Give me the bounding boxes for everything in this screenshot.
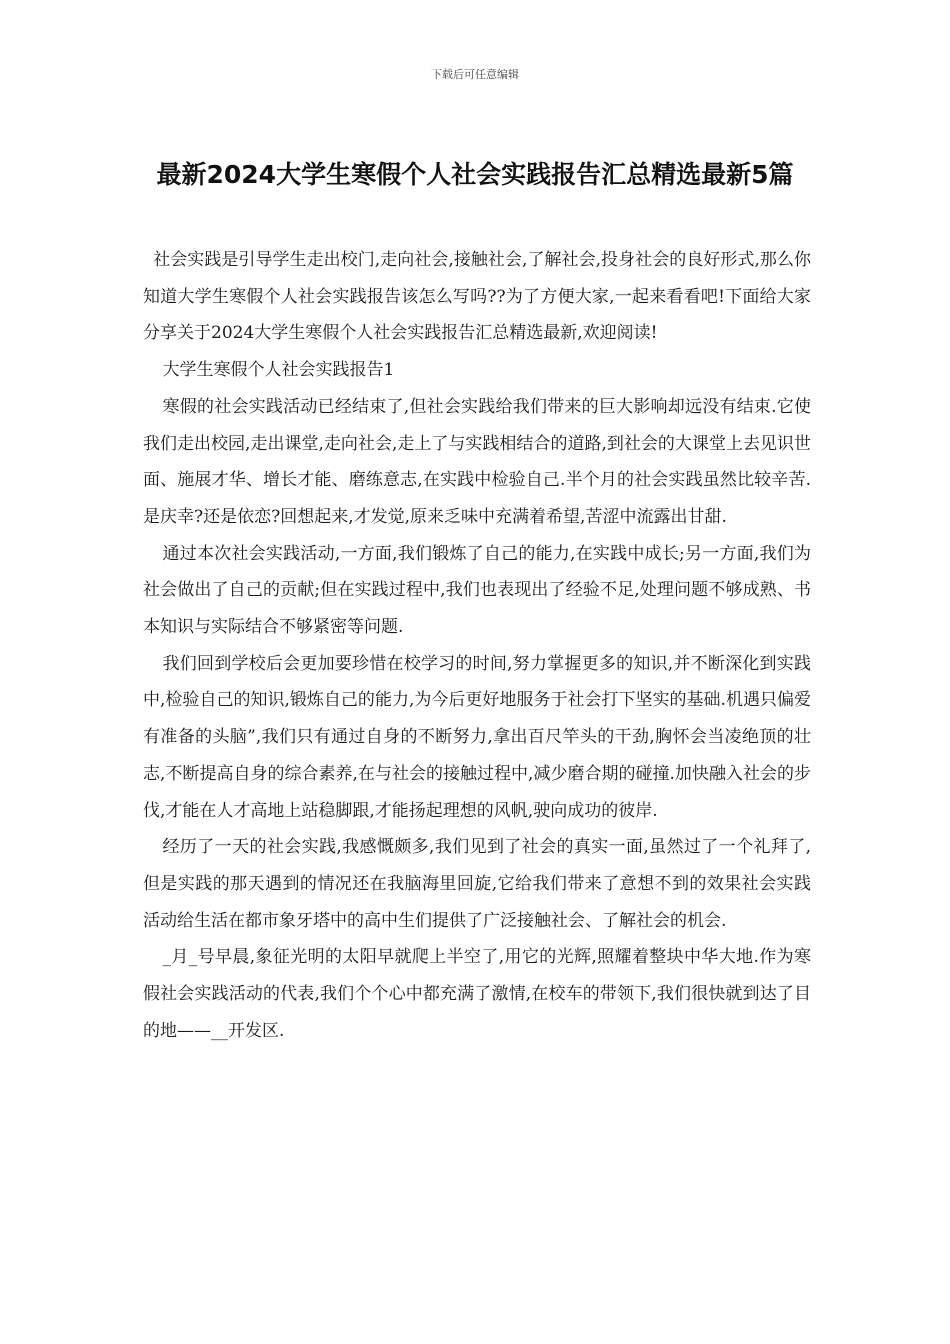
- body-paragraph: 通过本次社会实践活动,一方面,我们锻炼了自己的能力,在实践中成长;另一方面,我们为社会做出了自己的贡献;但在实践过程中,我们也表现出了经验不足,处理问题不够成熟、书本知识与实际结合不够紧密等问题.: [143, 543, 811, 638]
- document-title: 最新2024大学生寒假个人社会实践报告汇总精选最新5篇: [156, 160, 794, 189]
- intro-paragraph: 社会实践是引导学生走出校门,走向社会,接触社会,了解社会,投身社会的良好形式,那么你知道大学生寒假个人社会实践报告该怎么写吗??为了方便大家,一起来看看吧!下面给大家分享关于2024大学生寒假个人社会实践报告汇总精选最新,欢迎阅读!: [143, 250, 811, 344]
- header-note: 下载后可任意编辑: [431, 68, 519, 81]
- body-paragraph: 我们回到学校后会更加要珍惜在校学习的时间,努力掌握更多的知识,并不断深化到实践中,检验自己的知识,锻炼自己的能力,为今后更好地服务于社会打下坚实的基础.机遇只偏爱有准备的头脑”,我们只有通过自身的不断努力,拿出百尺竿头的干劲,胸怀会当凌绝顶的壮志,不断提高自身的综合素养,在与社会的接触过程中,减少磨合期的碰撞.加快融入社会的步伐,才能在人才高地上站稳脚跟,才能扬起理想的风帆,驶向成功的彼岸.: [143, 653, 811, 821]
- section-heading: 大学生寒假个人社会实践报告1: [162, 360, 395, 381]
- body-paragraph: _月_号早晨,象征光明的太阳早就爬上半空了,用它的光辉,照耀着整块中华大地.作为寒假社会实践活动的代表,我们个个心中都充满了激情,在校车的带领下,我们很快就到达了目的地——__开发区.: [143, 947, 811, 1041]
- body-paragraph: 经历了一天的社会实践,我感慨颇多,我们见到了社会的真实一面,虽然过了一个礼拜了,但是实践的那天遇到的情况还在我脑海里回旋,它给我们带来了意想不到的效果社会实践活动给生活在都市象牙塔中的高中生们提供了广泛接触社会、了解社会的机会.: [143, 837, 811, 931]
- document-body: [143, 242, 811, 1049]
- body-paragraph: 寒假的社会实践活动已经结束了,但社会实践给我们带来的巨大影响却远没有结束.它使我们走出校园,走出课堂,走向社会,走上了与实践相结合的道路,到社会的大课堂上去见识世面、施展才华、增长才能、磨练意志,在实践中检验自己.半个月的社会实践虽然比较辛苦.是庆幸?还是依恋?回想起来,才发觉,原来乏味中充满着希望,苦涩中流露出甘甜.: [143, 396, 811, 527]
